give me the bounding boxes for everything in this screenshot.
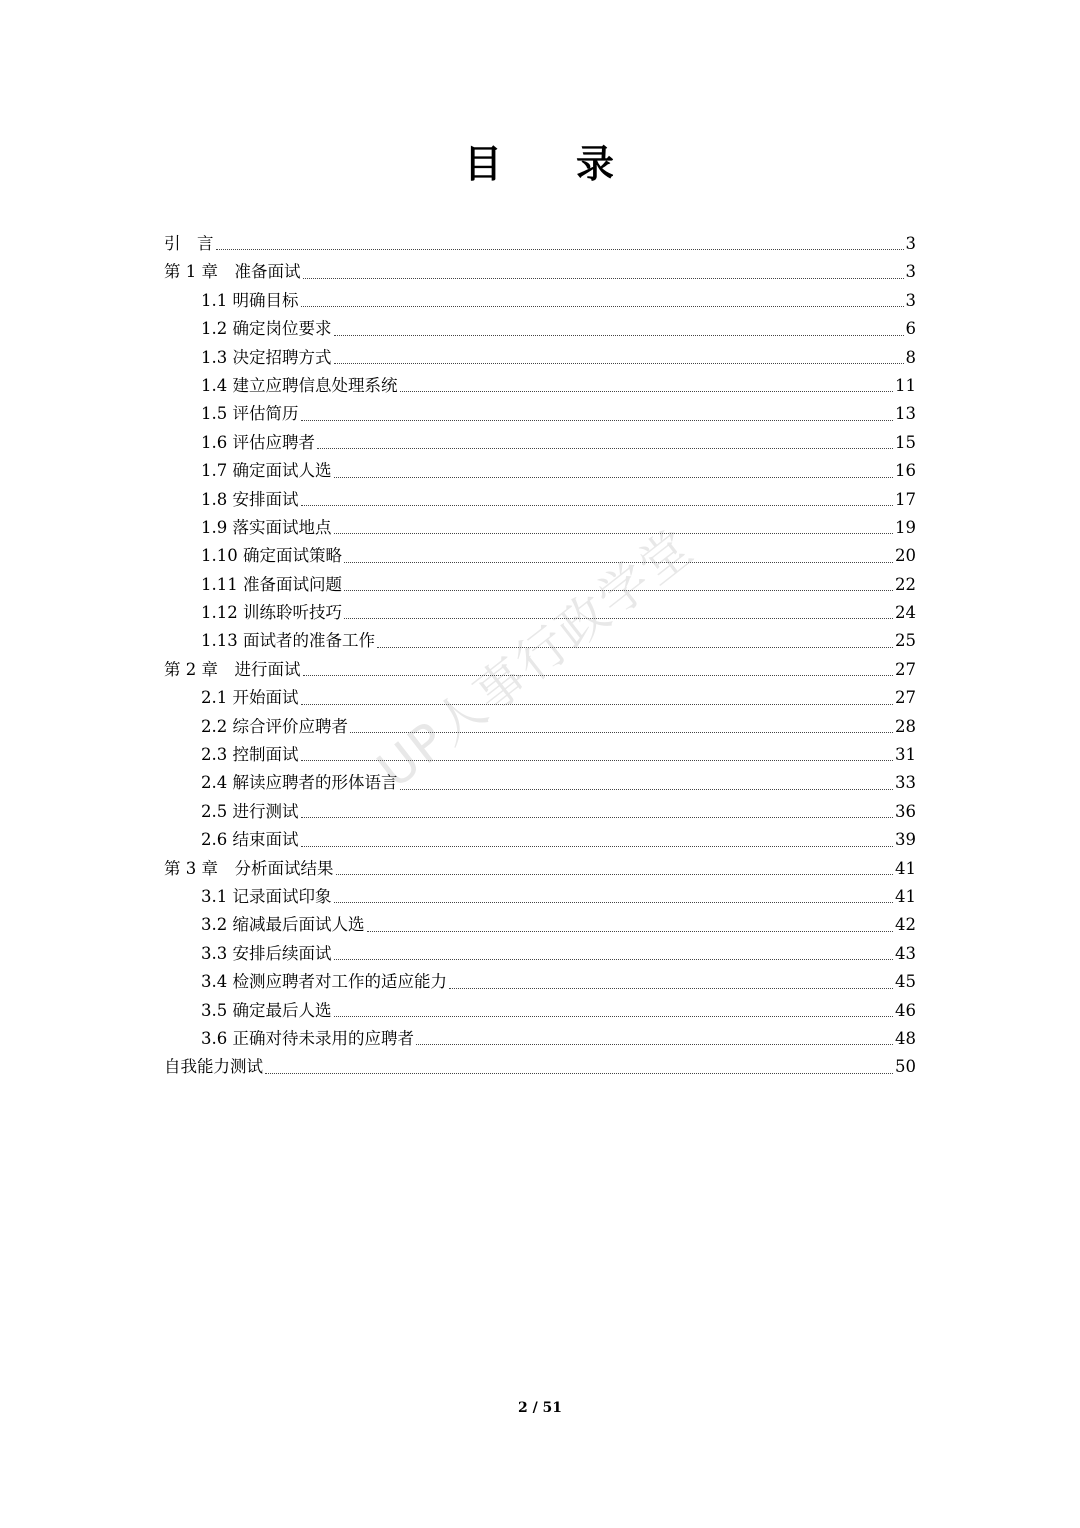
toc-entry[interactable] — [164, 230, 916, 258]
toc-entry-label: 1.10 确定面试策略 — [201, 546, 342, 566]
toc-dot-leader — [400, 391, 894, 392]
toc-entry-page: 45 — [895, 972, 916, 992]
toc-dot-leader — [400, 789, 894, 790]
toc-dot-leader — [301, 704, 894, 705]
toc-dot-leader — [416, 1044, 893, 1045]
toc-entry-page: 46 — [895, 1000, 916, 1020]
toc-entry[interactable] — [164, 372, 916, 400]
toc-entry[interactable] — [164, 769, 916, 797]
toc-entry[interactable] — [164, 883, 916, 911]
toc-entry-page: 42 — [895, 915, 916, 935]
toc-entry[interactable] — [164, 940, 916, 968]
toc-entry-page: 3 — [905, 233, 916, 253]
toc-dot-leader — [334, 335, 904, 336]
toc-entry-page: 33 — [895, 773, 916, 793]
toc-entry-label: 1.2 确定岗位要求 — [201, 319, 332, 339]
toc-dot-leader — [301, 817, 894, 818]
toc-entry[interactable] — [164, 855, 916, 883]
title-char-right: 录 — [576, 141, 617, 186]
toc-entry-label: 第 2 章 进行面试 — [164, 659, 301, 679]
toc-entry-page: 11 — [895, 375, 916, 395]
toc-entry-page: 31 — [895, 745, 916, 765]
toc-entry-page: 22 — [895, 574, 916, 594]
toc-dot-leader — [336, 874, 894, 875]
toc-dot-leader — [301, 505, 894, 506]
toc-entry-page: 3 — [905, 262, 916, 282]
toc-entry-label: 1.3 决定招聘方式 — [201, 347, 332, 367]
toc-entry-label: 3.3 安排后续面试 — [201, 943, 332, 963]
page-number: 2 / 51 — [517, 1400, 563, 1416]
toc-entry-label: 3.5 确定最后人选 — [201, 1000, 332, 1020]
toc-entry[interactable] — [164, 258, 916, 286]
toc-entry-page: 41 — [895, 858, 916, 878]
toc-dot-leader — [334, 902, 894, 903]
toc-dot-leader — [449, 988, 893, 989]
toc-entry-label: 1.12 训练聆听技巧 — [201, 603, 342, 623]
toc-dot-leader — [377, 647, 893, 648]
toc-entry[interactable] — [164, 315, 916, 343]
toc-entry-label: 1.9 落实面试地点 — [201, 517, 332, 537]
toc-dot-leader — [303, 675, 894, 676]
toc-dot-leader — [317, 448, 893, 449]
toc-entry[interactable] — [164, 344, 916, 372]
toc-entry-label: 3.2 缩减最后面试人选 — [201, 915, 365, 935]
toc-dot-leader — [301, 846, 894, 847]
toc-entry-page: 50 — [895, 1057, 916, 1077]
toc-entry-label: 1.11 准备面试问题 — [201, 574, 342, 594]
toc-dot-leader — [367, 931, 894, 932]
toc-entry-label: 1.13 面试者的准备工作 — [201, 631, 375, 651]
toc-dot-leader — [301, 420, 894, 421]
toc-entry[interactable] — [164, 571, 916, 599]
toc-entry-label: 2.4 解读应聘者的形体语言 — [201, 773, 398, 793]
toc-entry[interactable] — [164, 911, 916, 939]
toc-dot-leader — [334, 363, 904, 364]
toc-entry-label: 第 3 章 分析面试结果 — [164, 858, 334, 878]
toc-entry-page: 17 — [895, 489, 916, 509]
toc-dot-leader — [216, 249, 904, 250]
toc-entry-page: 20 — [895, 546, 916, 566]
toc-entry-page: 19 — [895, 517, 916, 537]
toc-entry-page: 36 — [895, 801, 916, 821]
toc-entry-page: 43 — [895, 943, 916, 963]
toc-entry[interactable] — [164, 713, 916, 741]
toc-entry-page: 41 — [895, 886, 916, 906]
toc-entry-page: 6 — [905, 319, 916, 339]
toc-entry-label: 引 言 — [164, 233, 214, 253]
watermark: UP人事行政学堂 — [366, 518, 705, 800]
toc-entry[interactable] — [164, 741, 916, 769]
toc-entry[interactable] — [164, 400, 916, 428]
toc-entry-label: 1.8 安排面试 — [201, 489, 299, 509]
toc-entry-label: 第 1 章 准备面试 — [164, 262, 301, 282]
toc-entry-page: 28 — [895, 716, 916, 736]
toc-entry[interactable] — [164, 514, 916, 542]
toc-dot-leader — [334, 477, 894, 478]
title-char-left: 目 — [463, 141, 504, 186]
toc-entry-page: 3 — [905, 290, 916, 310]
toc-entry-page: 15 — [895, 432, 916, 452]
toc-entry-page: 25 — [895, 631, 916, 651]
toc-entry[interactable] — [164, 826, 916, 854]
toc-entry-page: 39 — [895, 830, 916, 850]
toc-entry-label: 3.6 正确对待未录用的应聘者 — [201, 1028, 414, 1048]
toc-entry[interactable] — [164, 997, 916, 1025]
toc-entry-label: 1.7 确定面试人选 — [201, 461, 332, 481]
toc-dot-leader — [265, 1073, 893, 1074]
toc-entry-page: 13 — [895, 404, 916, 424]
toc-entry-label: 2.3 控制面试 — [201, 745, 299, 765]
toc-entry[interactable] — [164, 486, 916, 514]
toc-entry[interactable] — [164, 798, 916, 826]
toc-entry-label: 1.1 明确目标 — [201, 290, 299, 310]
toc-dot-leader — [334, 959, 894, 960]
toc-entry-page: 16 — [895, 461, 916, 481]
toc-entry-label: 2.2 综合评价应聘者 — [201, 716, 348, 736]
toc-entry-page: 27 — [895, 659, 916, 679]
toc-entry-label: 1.4 建立应聘信息处理系统 — [201, 375, 398, 395]
toc-entry-page: 8 — [905, 347, 916, 367]
toc-entry-label: 1.6 评估应聘者 — [201, 432, 315, 452]
toc-entry-label: 3.1 记录面试印象 — [201, 886, 332, 906]
toc-entry-page: 27 — [895, 688, 916, 708]
toc-entry-label: 2.6 结束面试 — [201, 830, 299, 850]
toc-entry-page: 48 — [895, 1028, 916, 1048]
toc-entry[interactable] — [164, 457, 916, 485]
toc-entry-label: 1.5 评估简历 — [201, 404, 299, 424]
toc-entry-label: 2.5 进行测试 — [201, 801, 299, 821]
toc-dot-leader — [334, 533, 894, 534]
toc-entry[interactable] — [164, 542, 916, 570]
toc-entry-page: 24 — [895, 603, 916, 623]
toc-entry[interactable] — [164, 1053, 916, 1081]
toc-entry-label: 自我能力测试 — [164, 1057, 263, 1077]
toc-entry-label: 3.4 检测应聘者对工作的适应能力 — [201, 972, 447, 992]
toc-dot-leader — [301, 306, 904, 307]
toc-entry[interactable] — [164, 1025, 916, 1053]
toc-entry[interactable] — [164, 968, 916, 996]
toc-entry[interactable] — [164, 287, 916, 315]
toc-entry-label: 2.1 开始面试 — [201, 688, 299, 708]
toc-dot-leader — [334, 1016, 894, 1017]
page-title — [0, 133, 1080, 188]
toc-entry[interactable] — [164, 429, 916, 457]
toc-dot-leader — [303, 278, 904, 279]
